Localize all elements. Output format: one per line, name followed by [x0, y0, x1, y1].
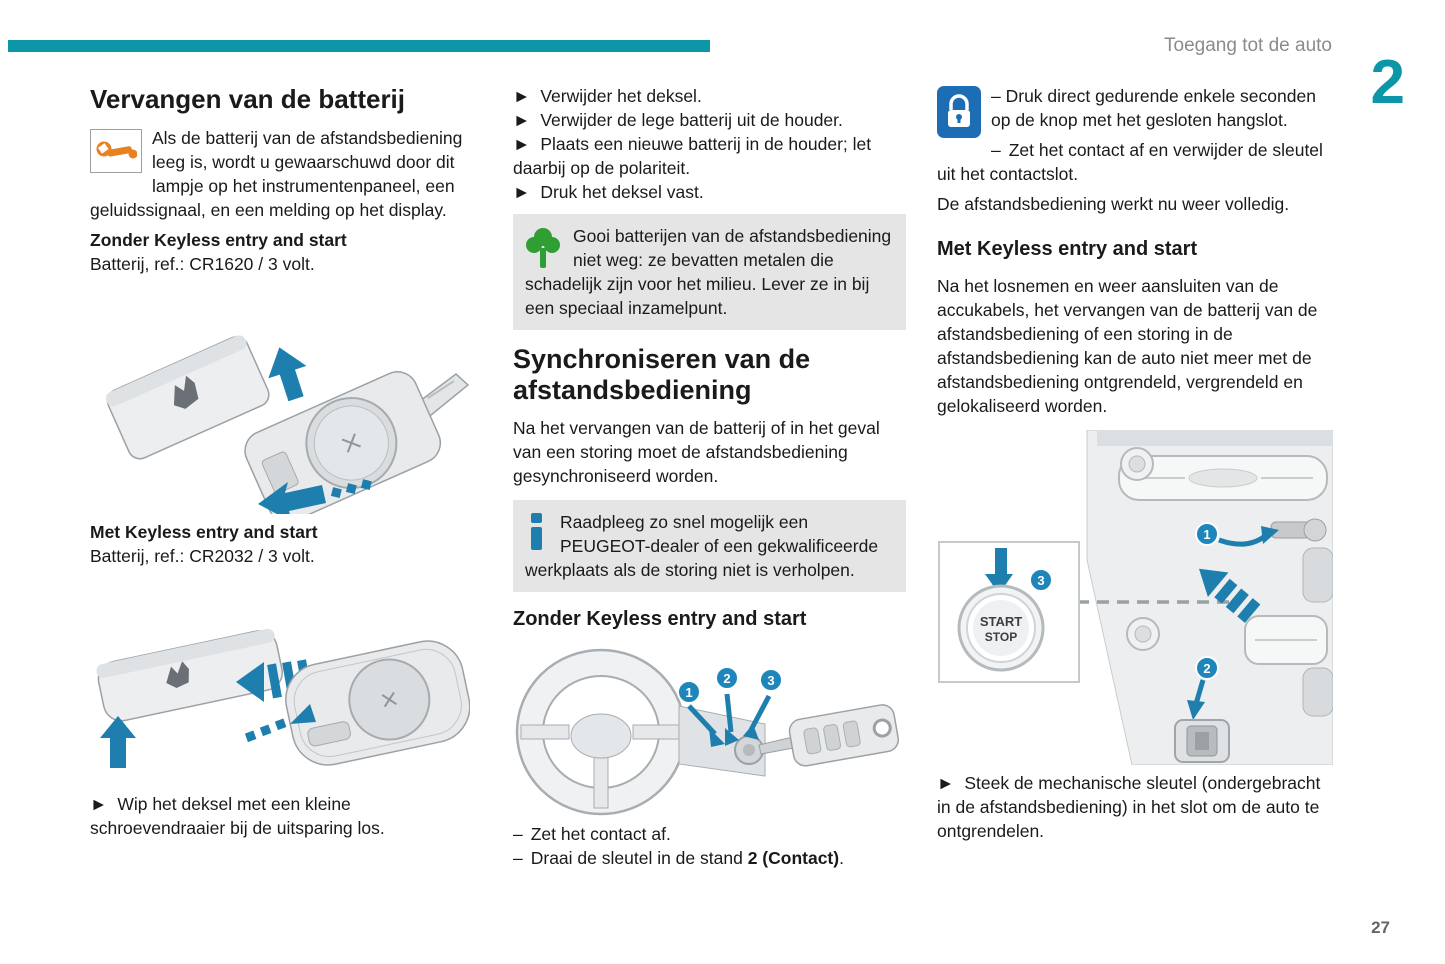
arrow-bullet-icon: ►: [513, 182, 531, 202]
dashboard-start-stop-illustration: [937, 430, 1333, 765]
page-number: 27: [1371, 918, 1390, 937]
battery-ref: Batterij, ref.: CR1620 / 3 volt.: [90, 254, 315, 274]
svg-text:3: 3: [1037, 573, 1045, 588]
eco-note: [513, 214, 906, 330]
section-intro: Na het vervangen van de batterij of in het geval van een storing moet de afstandsbediening gesynchroniseerd worden.: [513, 418, 880, 486]
arrow-bullet-icon: ►: [513, 86, 531, 106]
svg-text:STOP: STOP: [984, 630, 1018, 644]
arrow-up-icon: [100, 716, 136, 768]
column-left: [90, 84, 472, 840]
instruction-step: ► Wip het deksel met een kleine schroevendraaier bij de uitsparing los.: [90, 794, 385, 838]
battery-ref: Batterij, ref.: CR2032 / 3 volt.: [90, 546, 315, 566]
lock-step-text: Druk direct gedurende enkele seconden op de knop met het gesloten hangslot.: [991, 86, 1316, 130]
instruction-step: ► Verwijder het deksel.: [513, 86, 702, 106]
dash-bullet: –: [513, 848, 523, 868]
instruction-step: ► Druk het deksel vast.: [513, 182, 704, 202]
instruction-step: – Zet het contact af en verwijder de sleutel uit het contactslot.: [937, 140, 1323, 184]
keyless-fob-battery-illustration: [90, 574, 470, 786]
flip-key-battery-illustration: [90, 282, 470, 514]
result-note: De afstandsbediening werkt nu weer volledig.: [937, 194, 1290, 214]
eco-note-text: Gooi batterijen van de afstandsbediening niet weg: ze bevatten metalen die schadelijk zijn voor het milieu. Lever ze in bij een speciaal inzamelpunt.: [525, 226, 892, 318]
instruction-step: ► Steek de mechanische sleutel (ondergebracht in de afstandsbediening) in het slot om de auto te ontgrendelen.: [937, 773, 1321, 841]
closed-padlock-icon: [937, 86, 981, 138]
info-icon: [529, 513, 544, 550]
arrow-bullet-icon: ►: [937, 773, 955, 793]
info-note: [513, 500, 906, 592]
svg-text:1: 1: [685, 685, 693, 700]
battery-warning-lamp-icon: [90, 129, 142, 173]
variant-label: Met Keyless entry and start: [90, 522, 318, 542]
keyless-paragraph: Na het losnemen en weer aansluiten van de accukabels, het vervangen van de batterij van de afstandsbediening of een storing in de afstandsbediening kan de auto niet meer met de afstandsbediening ontgrendeld, vergrendeld en gelokaliseerd worden.: [937, 276, 1318, 416]
lock-step: [937, 84, 1333, 132]
instruction-step: – Draai de sleutel in de stand 2 (Contact).: [513, 848, 844, 868]
info-note-text: Raadpleeg zo snel mogelijk een PEUGEOT-dealer of een gekwalificeerde werkplaats als de storing niet is verholpen.: [525, 512, 879, 580]
arrow-bullet-icon: ►: [513, 134, 531, 154]
svg-text:1: 1: [1203, 527, 1211, 542]
arrow-bullet-icon: ►: [513, 110, 531, 130]
subsection-title: Zonder Keyless entry and start: [513, 608, 807, 630]
subsection-title: Met Keyless entry and start: [937, 238, 1198, 260]
recycle-tree-icon: [525, 226, 561, 270]
wrench-icon: [95, 136, 137, 166]
section-title: Synchroniseren van de afstandsbediening: [513, 344, 811, 405]
svg-text:2: 2: [1203, 661, 1211, 676]
start-stop-button: [959, 586, 1043, 670]
column-middle: [513, 84, 906, 870]
dash-bullet: –: [991, 140, 1001, 160]
dash-bullet: –: [513, 824, 523, 844]
header-rule: [8, 40, 710, 52]
column-right: [937, 84, 1333, 843]
chapter-number: 2: [1370, 48, 1405, 117]
page-title: Vervangen van de batterij: [90, 84, 406, 114]
instruction-step: – Zet het contact af.: [513, 824, 671, 844]
dash-bullet: –: [991, 86, 1001, 106]
intro-text: Als de batterij van de afstandsbediening leeg is, wordt u gewaarschuwd door dit lampje op het instrumentenpaneel, een geluidssignaal, en een melding op het display.: [90, 128, 463, 220]
svg-text:3: 3: [767, 673, 775, 688]
arrow-bullet-icon: ►: [90, 794, 108, 814]
svg-text:START: START: [979, 614, 1023, 629]
instruction-step: ► Verwijder de lege batterij uit de houder.: [513, 110, 843, 130]
instruction-step: ► Plaats een nieuwe batterij in de houder; let daarbij op de polariteit.: [513, 134, 872, 178]
variant-label: Zonder Keyless entry and start: [90, 230, 347, 250]
steering-wheel-key-illustration: [513, 644, 906, 816]
intro-block: [90, 126, 472, 222]
svg-text:2: 2: [723, 671, 731, 686]
breadcrumb: Toegang tot de auto: [1164, 35, 1332, 56]
